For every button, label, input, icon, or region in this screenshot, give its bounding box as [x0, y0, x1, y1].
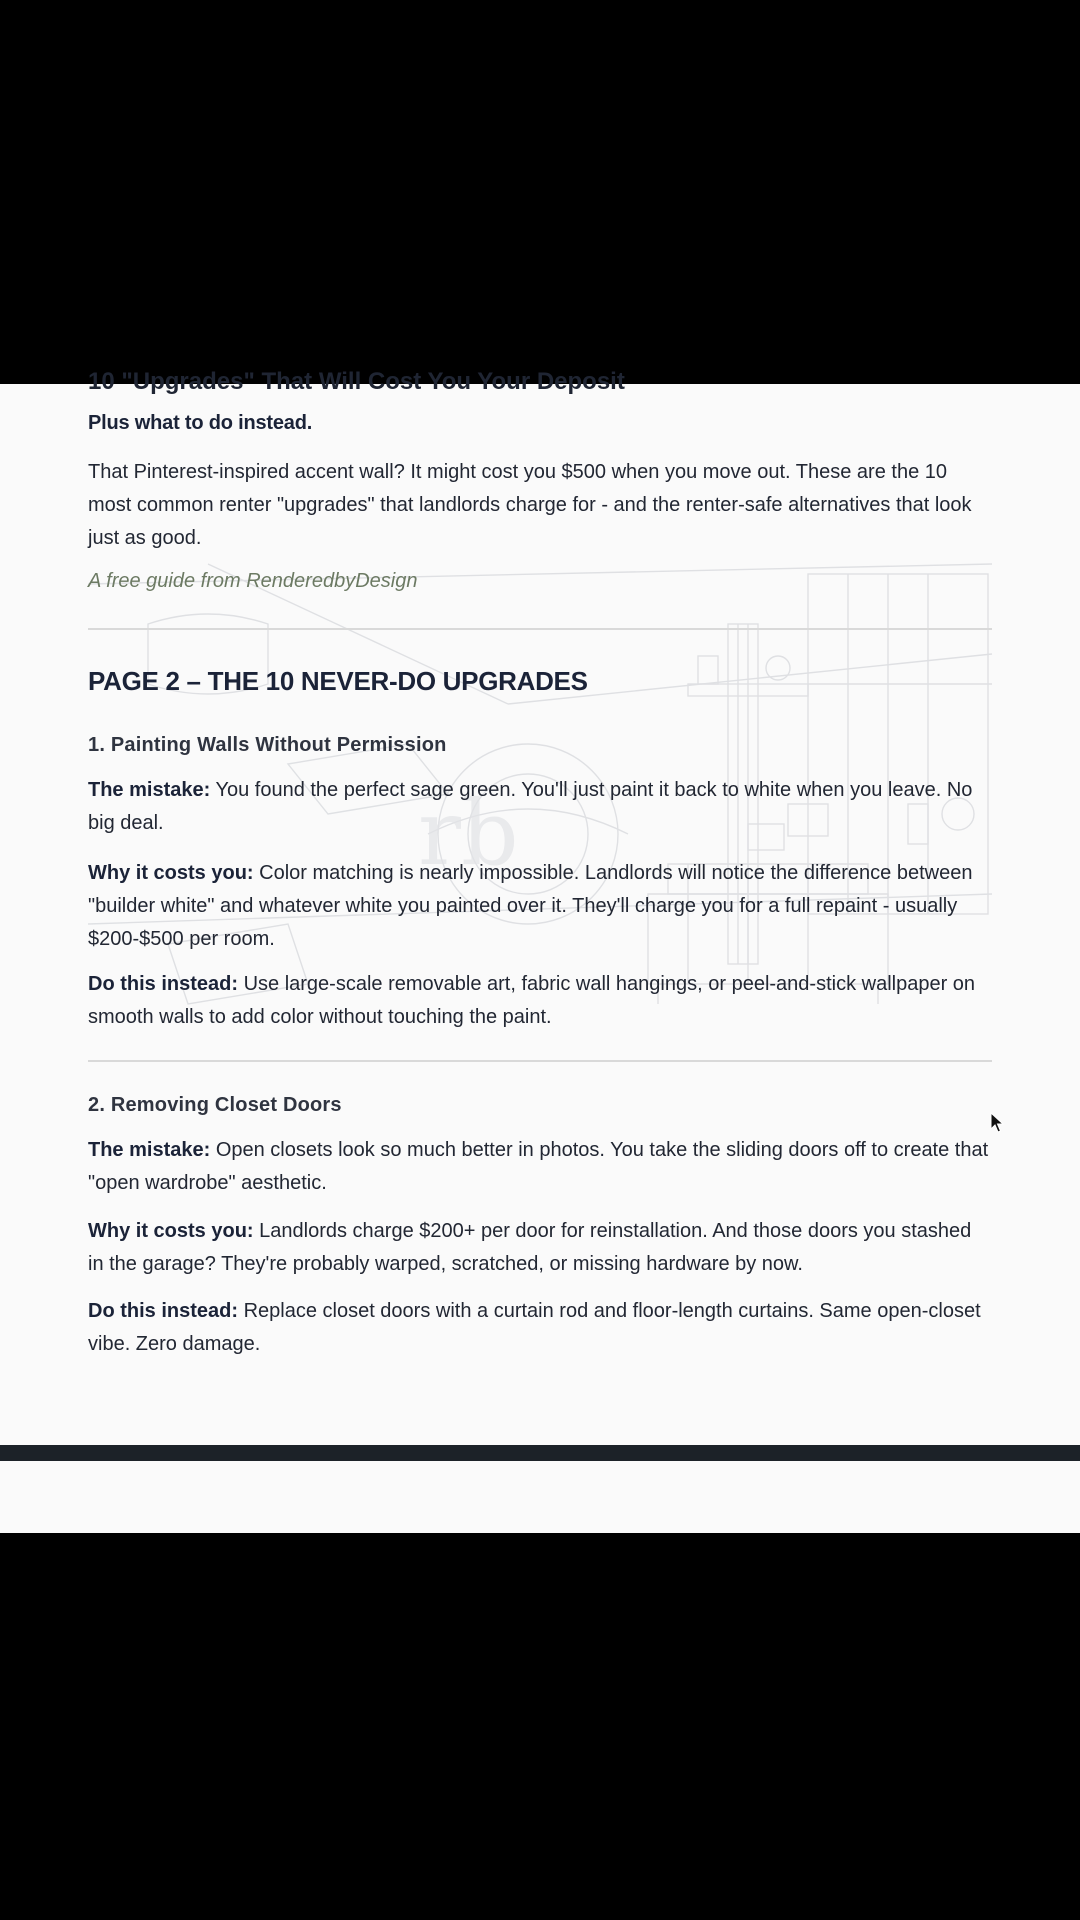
- byline: A free guide from RenderedbyDesign: [88, 570, 418, 592]
- next-page-preview: [0, 1461, 1080, 1533]
- mistake-paragraph: [88, 1134, 992, 1200]
- mistake-text: Open closets look so much better in photos. You take the sliding doors off to create that "open wardrobe" aesthetic.: [88, 1139, 989, 1194]
- instead-paragraph: [88, 1295, 992, 1361]
- instead-paragraph: [88, 968, 992, 1034]
- cost-label: Why it costs you:: [88, 862, 254, 884]
- page-separator-bar: [0, 1445, 1080, 1461]
- instead-label: Do this instead:: [88, 973, 239, 995]
- mistake-text: You found the perfect sage green. You'll just paint it back to white when you leave. No big deal.: [88, 779, 973, 834]
- mouse-pointer-icon: [990, 1112, 1004, 1134]
- document-page[interactable]: [0, 368, 1080, 1445]
- cost-text: Landlords charge $200+ per door for reinstallation. And those doors you stashed in the garage? They're probably warped, scratched, or missing hardware by now.: [88, 1220, 972, 1275]
- cost-text: Color matching is nearly impossible. Landlords will notice the difference between "builder white" and whatever white you painted over it. They'll charge you for a full repaint - usually $200-$500 per room.: [88, 862, 973, 950]
- cost-label: Why it costs you:: [88, 1220, 254, 1242]
- mistake-paragraph: [88, 774, 992, 840]
- section-title: 1. Painting Walls Without Permission: [88, 734, 447, 756]
- svg-text:rb: rb: [418, 781, 519, 886]
- mistake-label: The mistake:: [88, 779, 211, 801]
- cost-paragraph: [88, 857, 992, 956]
- page-title: PAGE 2 – THE 10 NEVER-DO UPGRADES: [88, 666, 588, 696]
- letterbox-top: [0, 0, 1080, 384]
- document-title: 10 "Upgrades" That Will Cost You Your Deposit: [88, 368, 625, 395]
- divider: [88, 1060, 992, 1062]
- letterbox-bottom: [0, 1533, 1080, 1920]
- instead-label: Do this instead:: [88, 1300, 239, 1322]
- instead-text: Use large-scale removable art, fabric wall hangings, or peel-and-stick wallpaper on smooth walls to add color without touching the paint.: [88, 973, 976, 1028]
- divider: [88, 628, 992, 630]
- cost-paragraph: [88, 1215, 992, 1281]
- section-title: 2. Removing Closet Doors: [88, 1094, 342, 1116]
- mistake-label: The mistake:: [88, 1139, 211, 1161]
- instead-text: Replace closet doors with a curtain rod and floor-length curtains. Same open-closet vibe. Zero damage.: [88, 1300, 981, 1355]
- intro-paragraph: That Pinterest-inspired accent wall? It might cost you $500 when you move out. These are the 10 most common renter "upgrades" that landlords charge for - and the renter-safe alternatives that look just as good.: [88, 461, 972, 549]
- document-subtitle: Plus what to do instead.: [88, 412, 313, 434]
